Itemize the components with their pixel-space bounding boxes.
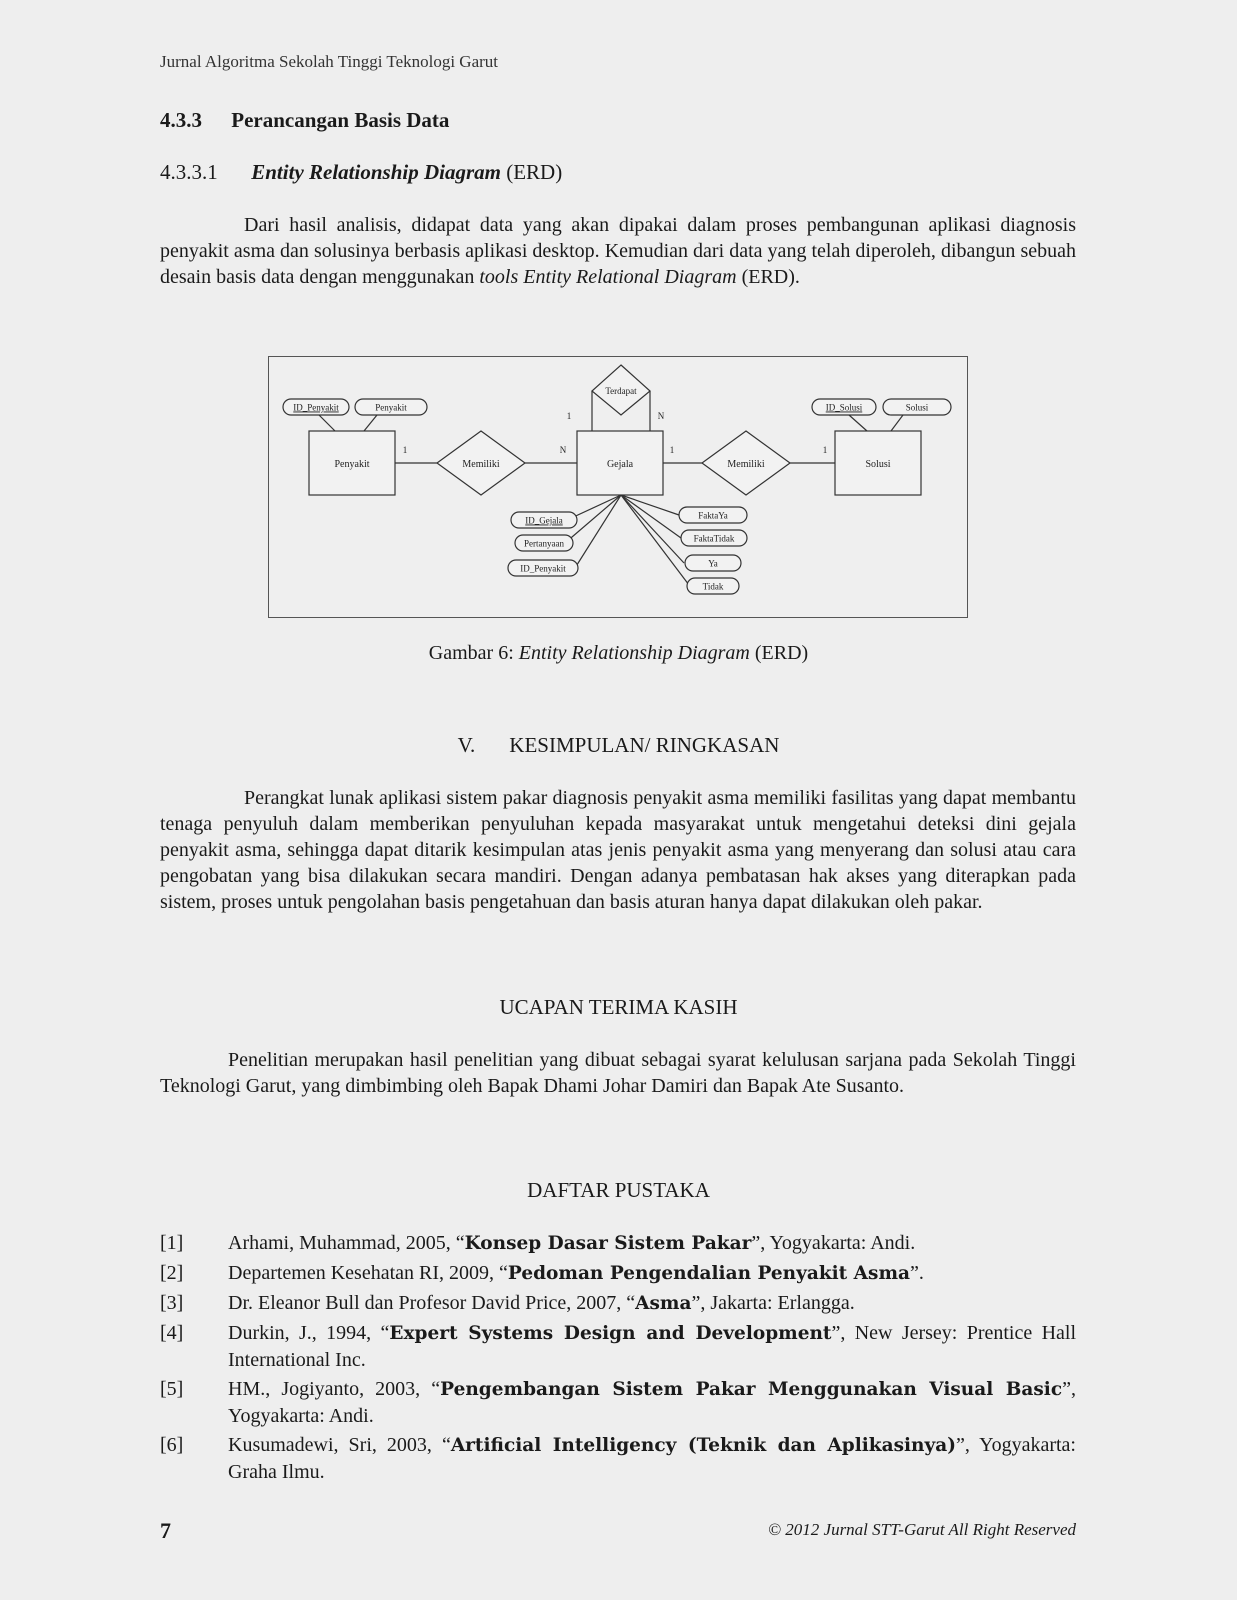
attribute-label: ID_Penyakit xyxy=(293,402,339,413)
copyright-notice: © 2012 Jurnal STT-Garut All Right Reserved xyxy=(768,1520,1076,1539)
attribute-label: Penyakit xyxy=(375,402,407,413)
attribute-label: Solusi xyxy=(905,402,929,413)
reference-author: Durkin, J., 1994, “ xyxy=(228,1322,390,1344)
section-number: 4.3.3.1 xyxy=(160,160,218,184)
paragraph-text: Dari hasil analisis, didapat data yang akan dipakai dalam proses pembangunan aplikasi diagnosis penyakit asma dan solusinya berbasis aplikasi desktop. Kemudian dari data yang telah diperoleh, dibangun sebuah desain basis data dengan menggunakan xyxy=(160,214,1076,288)
erd-figure xyxy=(268,356,968,618)
reference-text xyxy=(228,1432,1076,1485)
attribute-label: ID_Gejala xyxy=(525,515,563,526)
cardinality-label: 1 xyxy=(669,445,675,455)
reference-item xyxy=(160,1432,1076,1485)
erd-line xyxy=(319,415,335,431)
attribute-label: ID_Solusi xyxy=(825,402,863,413)
section-heading-4-3-3-1 xyxy=(160,160,562,185)
running-header: Jurnal Algoritma Sekolah Tinggi Teknologi Garut xyxy=(160,52,499,71)
reference-author: Arhami, Muhammad, 2005, “ xyxy=(228,1232,465,1254)
reference-title: Artificial Intelligency (Teknik dan Aplikasinya) xyxy=(450,1435,956,1456)
conclusion-paragraph: Perangkat lunak aplikasi sistem pakar diagnosis penyakit asma memiliki fasilitas yang dapat membantu tenaga penyuluh dalam memberikan penyuluhan kepada masyarakat untuk mengetahui deteksi dini gejala penyakit asma, sehingga dapat ditarik kesimpulan atas jenis penyakit asma yang menyerang dan solusi atau cara pengobatan yang bisa dilakukan secara mandiri. Dengan adanya pembatasan hak akses yang diterapkan pada sistem, proses untuk pengolahan basis pengetahuan dan basis aturan hanya dapat dilakukan oleh pakar. xyxy=(160,787,1076,913)
reference-text xyxy=(228,1230,1076,1257)
caption-prefix: Gambar 6: xyxy=(428,642,519,664)
erd-line xyxy=(621,495,684,563)
reference-number: [1] xyxy=(160,1232,184,1254)
attribute-label: Tidak xyxy=(702,581,724,592)
reference-list xyxy=(160,1230,1076,1488)
reference-item xyxy=(160,1290,1076,1317)
reference-author: HM., Jogiyanto, 2003, “ xyxy=(228,1378,441,1400)
section-heading-v xyxy=(0,733,1237,758)
attribute-label: ID_Penyakit xyxy=(520,563,566,574)
entity-label: Penyakit xyxy=(334,459,370,470)
reference-title: Pedoman Pengendalian Penyakit Asma xyxy=(507,1263,911,1284)
figure-caption xyxy=(0,642,1237,665)
reference-author: Kusumadewi, Sri, 2003, “ xyxy=(228,1434,451,1456)
paragraph-italic-text: tools Entity Relational Diagram xyxy=(479,266,737,288)
acknowledgement-heading: UCAPAN TERIMA KASIH xyxy=(499,995,738,1019)
paragraph-text-end: (ERD). xyxy=(736,266,800,288)
section-heading-4-3-3 xyxy=(160,108,449,133)
erd-line xyxy=(621,495,689,585)
reference-publisher: ”, Yogyakarta: Graha Ilmu. xyxy=(228,1434,1076,1483)
reference-publisher: ”, Yogyakarta: Andi. xyxy=(228,1378,1076,1427)
cardinality-label: 1 xyxy=(822,445,828,455)
entity-label: Gejala xyxy=(606,459,634,470)
reference-title: Konsep Dasar Sistem Pakar xyxy=(464,1233,752,1254)
section-title-italic: Entity Relationship Diagram xyxy=(251,160,501,184)
entity-label: Solusi xyxy=(865,459,891,470)
reference-number: [6] xyxy=(160,1434,184,1456)
erd-line xyxy=(849,415,867,431)
reference-publisher: ”, New Jersey: Prentice Hall International Inc. xyxy=(228,1322,1077,1371)
reference-publisher: ”, Jakarta: Erlangga. xyxy=(691,1292,855,1314)
acknowledgement-paragraph: Penelitian merupakan hasil penelitian yang dibuat sebagai syarat kelulusan sarjana pada Sekolah Tinggi Teknologi Garut, yang dimbimbing oleh Bapak Dhami Johar Damiri dan Bapak Ate Susanto. xyxy=(160,1049,1076,1097)
section-title-rest: (ERD) xyxy=(506,160,563,184)
attribute-label: FaktaYa xyxy=(698,510,728,521)
reference-item xyxy=(160,1320,1076,1373)
reference-author: Departemen Kesehatan RI, 2009, “ xyxy=(228,1262,508,1284)
reference-text xyxy=(228,1260,1076,1287)
reference-item xyxy=(160,1376,1076,1429)
attribute-label: FaktaTidak xyxy=(693,533,735,544)
reference-number: [4] xyxy=(160,1322,184,1344)
cardinality-label: 1 xyxy=(566,411,572,421)
cardinality-label: N xyxy=(657,411,665,421)
reference-item xyxy=(160,1230,1076,1257)
attribute-label: Ya xyxy=(708,558,718,569)
attribute-label: Pertanyaan xyxy=(524,538,564,549)
section-title: Perancangan Basis Data xyxy=(231,108,450,132)
reference-number: [5] xyxy=(160,1378,184,1400)
reference-publisher: ”. xyxy=(910,1262,924,1284)
erd-paragraph xyxy=(160,212,1076,290)
reference-title: Asma xyxy=(635,1293,692,1314)
cardinality-label: N xyxy=(559,445,567,455)
page-number: 7 xyxy=(160,1518,171,1543)
caption-suffix: (ERD) xyxy=(749,642,809,664)
reference-item xyxy=(160,1260,1076,1287)
cardinality-label: 1 xyxy=(402,445,408,455)
references-heading: DAFTAR PUSTAKA xyxy=(527,1178,710,1202)
caption-italic: Entity Relationship Diagram xyxy=(518,642,750,664)
reference-author: Dr. Eleanor Bull dan Profesor David Price, 2007, “ xyxy=(228,1292,636,1314)
erd-line xyxy=(891,415,903,431)
relationship-label: Memiliki xyxy=(462,459,500,470)
section-title: KESIMPULAN/ RINGKASAN xyxy=(509,733,780,757)
reference-publisher: ”, Yogyakarta: Andi. xyxy=(751,1232,916,1254)
relationship-label: Memiliki xyxy=(727,459,765,470)
section-number: V. xyxy=(457,733,476,757)
reference-text xyxy=(228,1290,1076,1317)
erd-line xyxy=(621,495,681,538)
erd-line xyxy=(364,415,377,431)
reference-text xyxy=(228,1376,1076,1429)
reference-title: Pengembangan Sistem Pakar Menggunakan Visual Basic xyxy=(440,1379,1063,1400)
reference-number: [3] xyxy=(160,1292,184,1314)
reference-number: [2] xyxy=(160,1262,184,1284)
reference-text xyxy=(228,1320,1076,1373)
erd-diagram xyxy=(269,357,967,617)
relationship-label: Terdapat xyxy=(605,386,637,396)
section-number: 4.3.3 xyxy=(160,108,202,132)
reference-title: Expert Systems Design and Development xyxy=(389,1323,832,1344)
